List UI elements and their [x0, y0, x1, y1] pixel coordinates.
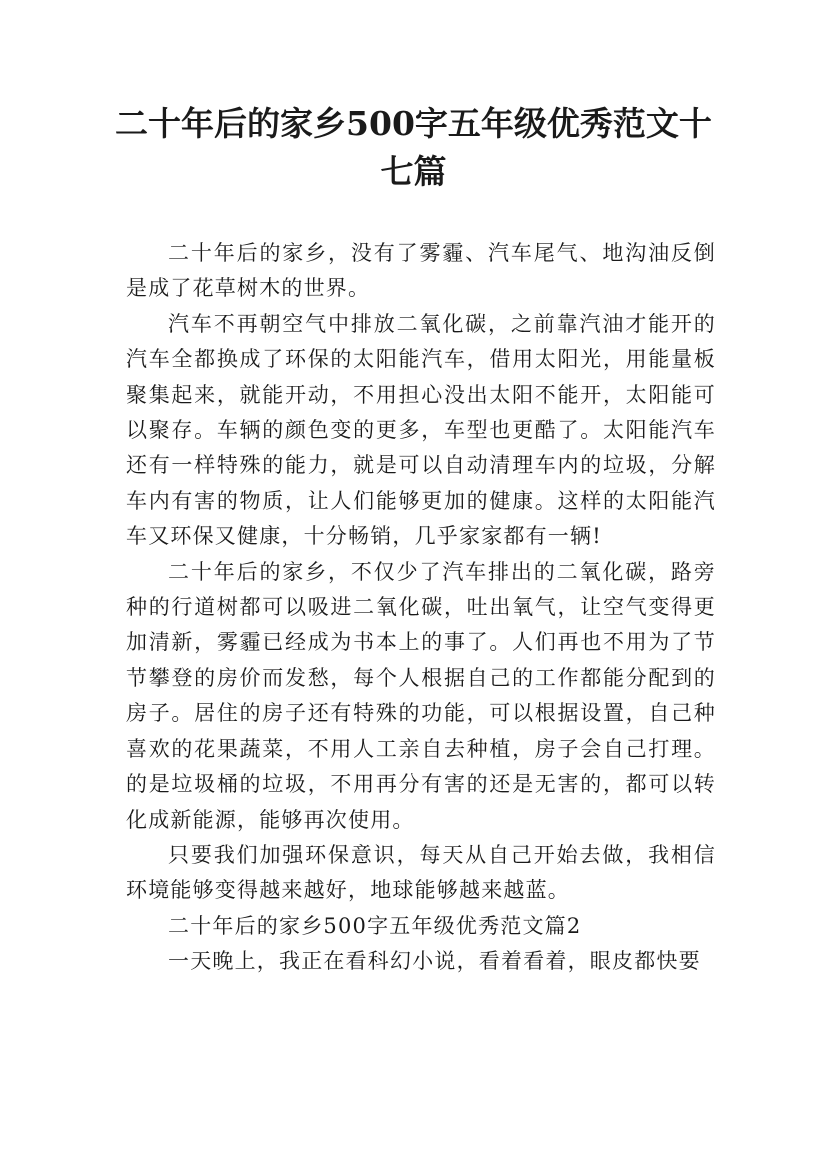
paragraph-2: 汽车不再朝空气中排放二氧化碳，之前靠汽油才能开的汽车全都换成了环保的太阳能汽车，借用太阳光，用能量板聚集起来，就能开动，不用担心没出太阳不能开，太阳能可以聚存。车辆的颜色变的更多，车型也更酷了。太阳能汽车还有一样特殊的能力，就是可以自动清理车内的垃圾，分解车内有害的物质，让人们能够更加的健康。这样的太阳能汽车又环保又健康，十分畅销，几乎家家都有一辆!: [126, 311, 716, 549]
document-title: 二十年后的家乡500字五年级优秀范文十七篇: [115, 104, 712, 191]
paragraph-3: 二十年后的家乡，不仅少了汽车排出的二氧化碳，路旁种的行道树都可以吸进二氧化碳，吐出氧气，让空气变得更加清新，雾霾已经成为书本上的事了。人们再也不用为了节节攀登的房价而发愁，每个人根据自己的工作都能分配到的房子。居住的房子还有特殊的功能，可以根据设置，自己种喜欢的花果蔬菜，不用人工亲自去种植，房子会自己打理。的是垃圾桶的垃圾，不用再分有害的还是无害的，都可以转化成新能源，能够再次使用。: [126, 559, 716, 832]
paragraph-4: 只要我们加强环保意识，每天从自己开始去做，我相信环境能够变得越来越好，地球能够越来越蓝。: [126, 842, 716, 903]
document-body: [126, 236, 716, 980]
paragraph-5: 一天晚上，我正在看科幻小说，看着看着，眼皮都快要: [168, 949, 701, 974]
paragraph-1: 二十年后的家乡，没有了雾霾、汽车尾气、地沟油反倒是成了花草树木的世界。: [126, 241, 716, 301]
section-heading-2: 二十年后的家乡500字五年级优秀范文篇2: [168, 913, 582, 938]
